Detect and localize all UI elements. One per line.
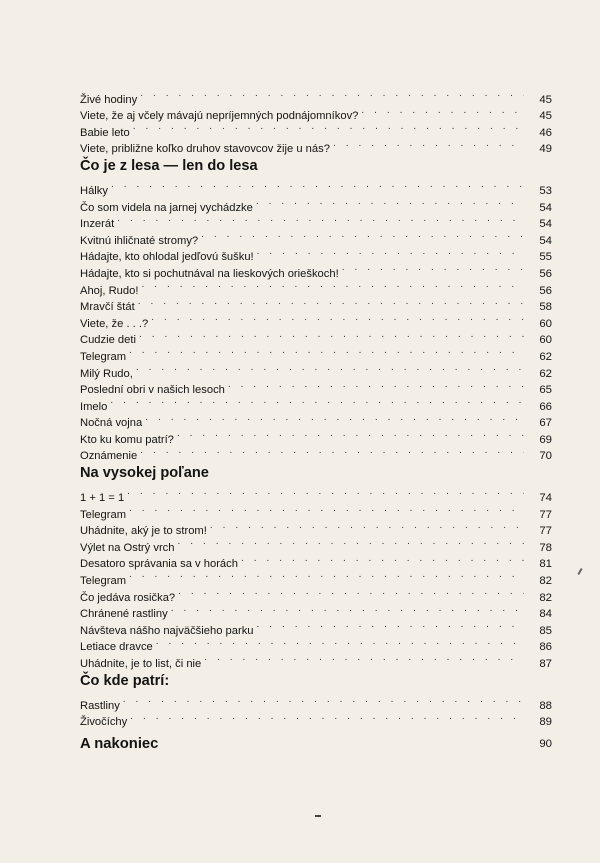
entry-page-number: 62 [539,350,552,363]
dot-leader [257,244,524,261]
entry-page-number: 89 [539,716,552,729]
toc-entry [80,567,552,588]
toc-entry [80,518,552,538]
entry-title: Návšteva nášho najväčšieho parku [80,624,254,637]
toc-entry [80,343,552,363]
section-heading-1: Čo je z lesa — len do lesa [80,158,258,175]
entry-title: 1 + 1 = 1 [80,492,125,505]
entry-title: Poslední obri v našich lesoch [80,384,225,397]
entry-page-number: 60 [539,317,552,330]
toc-entry [80,443,552,463]
entry-title: Výlet na Ostrý vrch [80,541,175,554]
entry-title: Kto ku komu patrí? [80,433,174,446]
section-heading-2: Na vysokej poľane [80,465,209,482]
toc-entry [80,501,552,521]
entry-title: Imelo [80,400,108,413]
entry-title: Hádajte, kto si pochutnával na lieskových orieškoch! [80,267,339,280]
dot-leader [140,443,524,460]
dot-leader [256,194,524,211]
top-entries [80,86,552,156]
dot-leader [178,534,525,551]
dot-leader [361,103,524,120]
entry-title: Hálky [80,184,108,197]
entry-title: Uhádnite, je to list, či nie [80,658,202,670]
toc-entry [80,119,552,139]
toc-entry [80,484,552,505]
dot-leader [333,136,524,153]
entry-title: Chránené rastliny [80,608,168,621]
entry-page-number: 78 [539,541,552,554]
toc-entry [80,211,552,231]
entry-title: Mravčí štát [80,301,135,314]
entry-title: Letiace dravce [80,641,153,654]
toc-entry [80,692,552,712]
dot-leader [201,227,524,244]
entry-page-number: 67 [539,417,552,430]
entry-title: Nočná vojna [80,417,143,430]
toc-entry [80,294,552,314]
entry-title: Inzerát [80,218,115,231]
entry-page-number: 84 [539,608,552,621]
entry-page-number: 82 [539,575,552,588]
toc-entry [80,194,552,214]
dot-leader [241,551,524,568]
toc-entry [80,360,552,380]
entry-page-number: 70 [539,450,552,463]
entry-page-number: 54 [539,201,552,214]
entry-title: Čo jedáva rosička? [80,591,176,604]
entry-title: Viete, že aj včely mávajú nepríjemných podnájomníkov? [80,110,359,123]
entry-page-number: 77 [539,525,552,538]
toc-entry [80,177,552,197]
entry-title: Cudzie deti [80,334,136,347]
entry-title: Kvitnú ihličnaté stromy? [80,234,199,247]
dot-leader [129,343,524,360]
entry-title: Viete, približne koľko druhov stavovcov žije u nás? [80,143,330,156]
toc-entry [80,377,552,397]
final-page-number: 90 [539,738,552,751]
entry-page-number: 82 [539,591,552,604]
entry-page-number: 45 [539,93,552,106]
section-1-entries [80,177,552,463]
dot-leader [156,634,524,651]
final-section [80,733,552,755]
entry-title: Telegram [80,350,127,363]
dot-leader [257,617,524,634]
entry-title: Ahoj, Rudo! [80,284,139,297]
entry-page-number: 85 [539,624,552,637]
final-heading: A nakoniec [80,736,159,753]
dot-leader [178,584,524,601]
dot-leader [110,393,524,410]
toc-entry [80,136,552,156]
dot-leader [342,260,524,277]
entry-page-number: 86 [539,641,552,654]
entry-page-number: 49 [539,143,552,156]
entry-page-number: 55 [539,251,552,264]
toc-entry [80,327,552,347]
entry-title: Oznámenie [80,450,138,463]
dot-leader [117,211,524,228]
pen-tick [577,568,582,575]
entry-title: Uhádnite, aký je to strom! [80,525,207,538]
dot-leader [151,310,524,327]
entry-title: Telegram [80,508,127,521]
toc-entry [80,410,552,430]
entry-page-number: 74 [539,492,552,505]
entry-page-number: 53 [539,184,552,197]
dot-leader [136,360,524,377]
entry-title: Telegram [80,575,127,588]
toc-entry [80,103,552,123]
toc-entry [80,584,552,604]
section-3-entries [80,692,552,729]
dot-leader [129,501,524,518]
toc-entry [80,393,552,413]
entry-page-number: 60 [539,334,552,347]
page-mark [315,815,321,817]
entry-page-number: 54 [539,218,552,231]
entry-page-number: 87 [539,658,552,670]
dot-leader [123,692,524,709]
dot-leader [127,484,524,501]
dot-leader [145,410,524,427]
entry-page-number: 58 [539,301,552,314]
dot-leader [138,294,524,311]
dot-leader [210,518,524,535]
dot-leader [129,567,524,584]
entry-page-number: 54 [539,234,552,247]
dot-leader [133,119,524,136]
entry-page-number: 62 [539,367,552,380]
dot-leader [140,86,524,103]
entry-page-number: 65 [539,384,552,397]
dot-leader [139,327,524,344]
entry-page-number: 88 [539,699,552,712]
entry-page-number: 46 [539,126,552,139]
dot-leader [141,277,524,294]
dot-leader [130,709,524,726]
toc-entry [80,426,552,446]
entry-page-number: 77 [539,508,552,521]
section-heading-3: Čo kde patrí: [80,673,170,689]
entry-title: Živé hodiny [80,93,138,106]
toc-entry [80,277,552,297]
entry-title: Babie leto [80,126,130,139]
dot-leader [177,426,524,443]
entry-page-number: 66 [539,400,552,413]
entry-page-number: 81 [539,558,552,571]
entry-title: Viete, že . . .? [80,317,149,330]
entry-page-number: 56 [539,267,552,280]
section-2-entries [80,484,552,670]
entry-title: Živočíchy [80,716,128,729]
table-of-contents [80,86,552,755]
entry-page-number: 56 [539,284,552,297]
entry-page-number: 45 [539,110,552,123]
entry-title: Čo som videla na jarnej vychádzke [80,201,253,214]
entry-title: Desatoro správania sa v horách [80,558,238,571]
toc-entry [80,310,552,330]
toc-entry [80,86,552,106]
dot-leader [204,650,524,667]
dot-leader [228,377,524,394]
entry-title: Hádajte, kto ohlodal jedľovú šušku! [80,251,254,264]
toc-entry [80,709,552,729]
entry-title: Rastliny [80,699,120,712]
toc-entry [80,227,552,247]
entry-title: Milý Rudo, [80,367,133,380]
entry-page-number: 69 [539,433,552,446]
dot-leader [171,601,524,618]
dot-leader [111,177,524,194]
